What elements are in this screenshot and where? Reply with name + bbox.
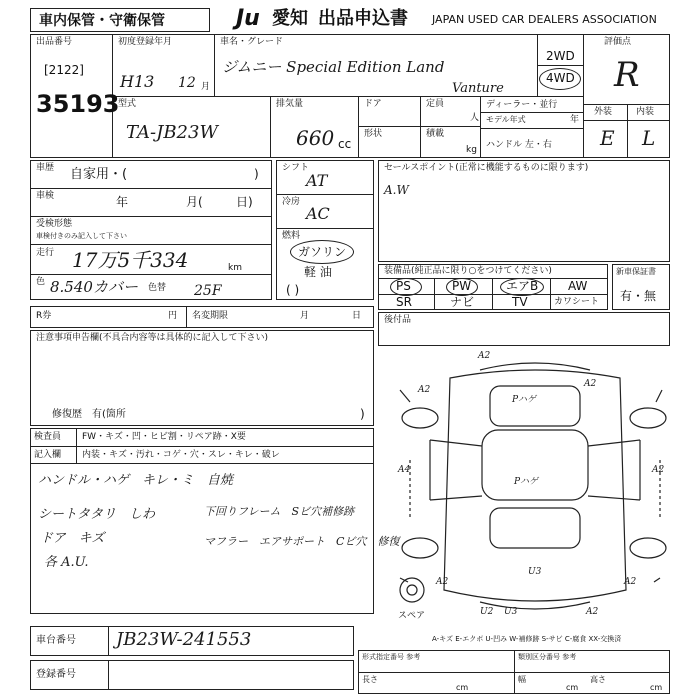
color-label: 色 <box>36 277 46 287</box>
history-value: 自家用・( <box>70 167 128 182</box>
equip-tv[interactable]: TV <box>512 295 528 309</box>
fuel-gasoline[interactable]: ガソリン <box>298 245 347 259</box>
inspector-row-2: 内装・キズ・汚れ・コゲ・穴・スレ・キレ・破レ <box>82 450 280 460</box>
mileage-unit: km <box>228 263 242 273</box>
aftermarket-label: 後付品 <box>384 315 412 325</box>
shape-label: 形状 <box>364 129 383 139</box>
name-change-month: 月 <box>300 311 310 321</box>
load-label: 積載 <box>426 129 445 139</box>
ju-logo: Ju <box>236 6 260 31</box>
drive-4wd[interactable]: 4WD <box>546 71 575 85</box>
repair-history: 修復歴 有(箇所 <box>52 409 126 420</box>
sales-points-label: セールスポイント(正常に機能するものに限ります) <box>384 163 589 173</box>
name-change-day: 日 <box>352 311 362 321</box>
mark-front-left-a2: A2 <box>418 385 431 395</box>
inspector-note-5: 下回りフレーム Sビ穴補修跡 <box>204 505 355 518</box>
registration-month-unit: 月 <box>201 82 211 92</box>
car-name-label: 車名・グレード <box>220 37 284 47</box>
fuel-other: ( ) <box>286 283 300 297</box>
equip-sr[interactable]: SR <box>396 295 412 309</box>
inspector-note-6: マフラー エアサポート Cビ穴 修復 <box>204 535 400 548</box>
shift-label: シフト <box>282 163 310 173</box>
aircon-label: 冷房 <box>282 197 301 207</box>
name-change-label: 名変期限 <box>192 311 229 321</box>
rating-label: 評価点 <box>604 37 632 47</box>
chassis-label: 車台番号 <box>36 635 76 646</box>
r-ticket-label: R券 <box>36 311 52 321</box>
displacement-unit: cc <box>338 137 352 151</box>
equip-aw[interactable]: AW <box>568 279 588 293</box>
capacity-label: 定員 <box>426 99 445 109</box>
mileage-label: 走行 <box>36 248 55 258</box>
inspection-label: 車検 <box>36 191 55 201</box>
fuel-label: 燃料 <box>282 231 301 241</box>
door-label: ドア <box>364 99 382 109</box>
inspector-label-2: 記入欄 <box>34 450 62 460</box>
equip-navi[interactable]: ナビ <box>450 295 475 309</box>
capacity-unit: 人 <box>470 113 480 123</box>
equip-leather-seat[interactable]: カワシート <box>554 297 600 307</box>
receipt-label: 受検形態 <box>36 219 73 229</box>
width-unit: cm <box>566 683 579 692</box>
mark-front-a2: A2 <box>478 351 491 361</box>
history-close: ) <box>254 167 259 181</box>
mark-rear-u3: U3 <box>528 567 542 577</box>
mark-left-a4: A4 <box>398 465 411 475</box>
model-year-unit: 年 <box>570 115 580 125</box>
equipment-label: 装備品(純正品に限り○をつけてください) <box>384 266 552 276</box>
r-ticket-unit: 円 <box>168 311 178 321</box>
equip-pw[interactable]: PW <box>452 279 472 293</box>
dealer-label: ディーラー・並行 <box>486 100 558 110</box>
aircon-value: AC <box>306 204 330 223</box>
aftermarket-box <box>378 312 670 346</box>
storage-badge <box>30 8 210 32</box>
car-name-line1: ジムニー Special Edition Land <box>222 58 445 76</box>
car-name-line2: Vanture <box>452 81 504 96</box>
chassis-number: JB23W-241553 <box>116 629 252 650</box>
lot-label: 出品番号 <box>36 37 73 47</box>
plate-label: 登録番号 <box>36 669 76 680</box>
inspector-note-2: シートタタリ しわ <box>38 507 156 522</box>
warranty-value[interactable]: 有・無 <box>620 289 657 303</box>
storage-badge-text: 車内保管・守衛保管 <box>39 13 165 29</box>
mark-right-rear-a2: A2 <box>624 577 637 587</box>
interior-grade: L <box>642 126 656 150</box>
spare-label: スペア <box>398 611 426 621</box>
history-label: 車歴 <box>36 163 55 173</box>
mark-front-right-a2: A2 <box>584 379 597 389</box>
inspector-row-1: FW・キズ・凹・ヒビ割・リペア跡・X要 <box>82 432 246 442</box>
registration-month: 12 <box>178 75 196 91</box>
damage-legend: A-キズ E-エクボ U-凹み W-補修跡 S-サビ C-腐食 XX-交換済 <box>432 635 622 643</box>
shift-value: AT <box>306 171 328 190</box>
airbag-circle <box>500 278 544 296</box>
height-label: 高さ <box>590 675 606 684</box>
notes-label: 注意事項申告欄(不具合内容等は具体的に記入して下さい) <box>36 333 269 343</box>
rating-value: R <box>614 55 640 95</box>
height-unit: cm <box>650 683 663 692</box>
load-unit: kg <box>466 145 477 155</box>
mileage-value: 17万5千334 <box>72 248 189 272</box>
ps-circle <box>390 278 422 296</box>
lot-number: 35193 <box>36 90 120 118</box>
equip-ps[interactable]: PS <box>396 279 411 293</box>
repair-close: ) <box>360 407 365 421</box>
exterior-label: 外装 <box>594 107 613 117</box>
receipt-note: 車検付きのみ記入して下さい <box>36 232 127 240</box>
registration-label: 初度登録年月 <box>118 37 173 47</box>
mark-rear-u2: U2 <box>480 607 494 617</box>
width-label: 幅 <box>518 675 526 684</box>
length-unit: cm <box>456 683 469 692</box>
association-name: JAPAN USED CAR DEALERS ASSOCIATION <box>432 13 657 26</box>
fuel-diesel[interactable]: 軽 油 <box>304 265 332 279</box>
drive-2wd[interactable]: 2WD <box>546 49 575 63</box>
color-swap-label: 色替 <box>148 283 167 293</box>
displacement-label: 排気量 <box>276 99 304 109</box>
inspection-month: 月( <box>186 195 203 209</box>
pw-circle <box>446 278 478 296</box>
sales-points-box <box>378 160 670 262</box>
lot-code: [2122] <box>44 63 84 77</box>
exterior-grade: E <box>600 126 615 150</box>
equip-airbag[interactable]: エアB <box>506 279 539 293</box>
length-label: 長さ <box>362 675 378 684</box>
warranty-label: 新車保証書 <box>616 267 656 276</box>
inspector-note-1: ハンドル・ハゲ キレ・ミ 自焼 <box>38 473 233 488</box>
class-number-label: 類別区分番号 参考 <box>518 653 577 661</box>
displacement-value: 660 <box>296 126 335 150</box>
handle-label: ハンドル 左・右 <box>486 140 552 150</box>
inspector-label-1: 検査員 <box>34 432 62 442</box>
inspector-note-4: 各 A.U. <box>44 555 89 570</box>
mark-rear-u3-b: U3 <box>504 607 518 617</box>
mark-rear-left-a2: A2 <box>436 577 449 587</box>
model-year-label: モデル年式 <box>486 115 526 124</box>
registration-year: H13 <box>120 72 155 91</box>
mark-right-a2: A2 <box>652 465 665 475</box>
mark-hood-paint: Pハゲ <box>512 395 537 405</box>
sales-points-value: A.W <box>384 183 409 197</box>
ref-number-label: 形式指定番号 参考 <box>362 653 421 661</box>
mark-roof-paint: Pハゲ <box>514 477 539 487</box>
interior-label: 内装 <box>636 107 655 117</box>
car-diagram <box>390 350 680 630</box>
inspection-day: 日) <box>236 195 253 209</box>
mark-rear-right-a2: A2 <box>586 607 599 617</box>
inspector-note-3: ドア キズ <box>40 531 105 546</box>
inspection-year: 年 <box>116 195 129 209</box>
model-label: 型式 <box>118 99 137 109</box>
org-name: 愛知 <box>272 8 308 29</box>
plate-row <box>30 660 354 690</box>
form-title: 出品申込書 <box>318 8 408 29</box>
color-swap-value: 25F <box>194 283 222 299</box>
model-value: TA-JB23W <box>126 122 218 143</box>
color-value: 8.540カバー <box>50 278 138 296</box>
